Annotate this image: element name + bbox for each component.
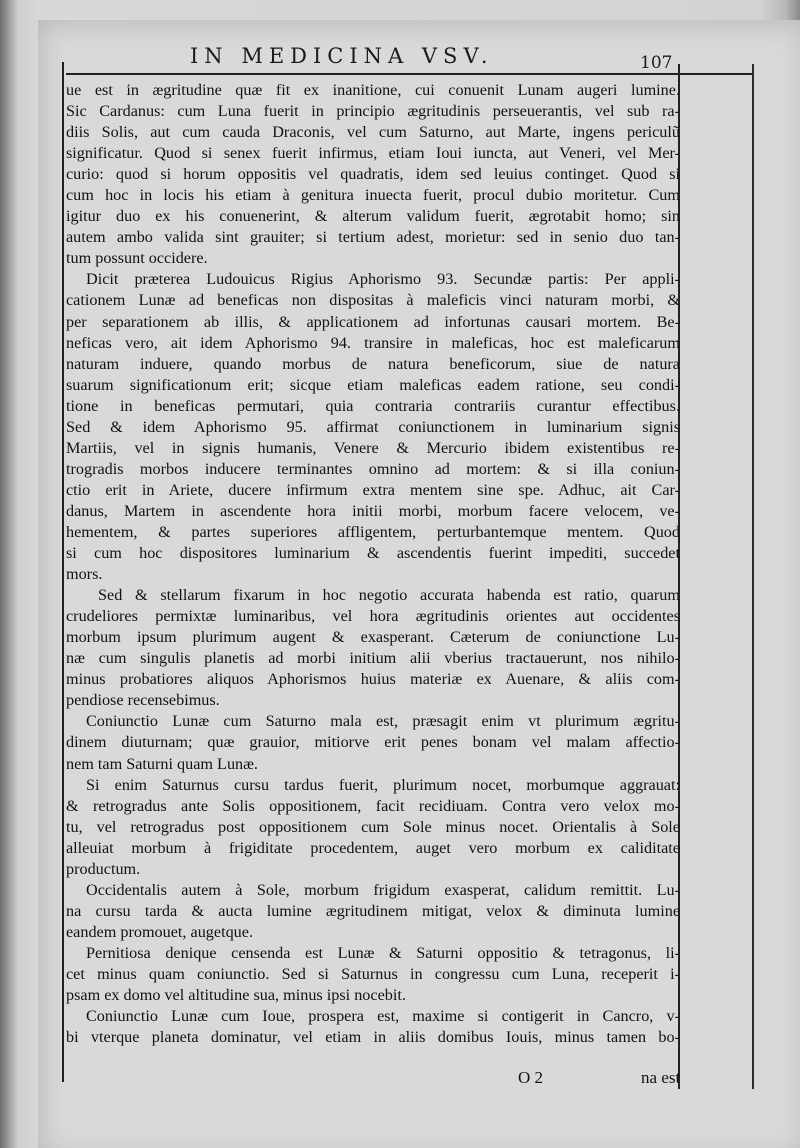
text-line: Occidentalis autem à Sole, morbum frigidum exasperat, calidum remittit. Lu- [86,880,680,899]
text-line: si cum hoc dispositores luminarium & ascendentis fuerint impediti, succedet [66,544,680,563]
text-line: næ cum singulis planetis ad morbi initium alii vberius tractauerunt, nos nihilo- [66,649,680,668]
text-line: psam ex domo vel altitudine sua, minus ipsi nocebit. [66,986,406,1005]
text-line: crudeliores permixtæ luminaribus, vel hora ægritudinis orientes aut occidentes [66,607,680,626]
text-line: mors. [66,565,103,584]
text-line: significatur. Quod si senex fuerit infirmus, etiam Ioui iuncta, aut Veneri, vel Mer- [66,144,680,163]
text-line: hementem, & partes superiores affligentem, perturbantemque mentem. Quod [66,522,680,541]
text-line: igitur duo ex his conuenerint, & alterum validum fuerit, ægrotabit homo; sin [66,207,680,226]
text-line: naturam induere, quando morbus de natura beneficorum, siue de natura [66,354,680,373]
text-line: ue est in ægritudine quæ fit ex inanitione, cui conuenit Lunam augeri lumine. [66,81,680,99]
text-line: Martiis, vel in signis humanis, Venere & Mercurio ibidem existentibus re- [66,438,680,457]
text-line: Sed & idem Aphorismo 95. affirmat coniunctionem in luminarium signis [66,417,680,436]
text-line: bi vterque planeta dominatur, vel etiam in aliis domibus Iouis, minus tamen bo- [66,1028,680,1047]
text-line: tu, vel retrogradus post oppositionem cum Sole minus nocet. Orientalis à Sole [66,817,680,836]
text-line: morbum ipsum plurimum augent & exasperant. Cæterum de coniunctione Lu- [66,628,680,647]
running-head: IN MEDICINA VSV. [190,44,494,68]
text-line: cationem Lunæ ad beneficas non dispositas à maleficis vinci naturam morbi, & [66,291,680,310]
text-line: minus probatiores aliquos Aphorismos huius materiæ ex Auenare, & aliis com- [66,670,680,689]
text-line: Sed & stellarum fixarum in hoc negotio accurata habenda est ratio, quarum [98,586,680,605]
text-line: autem ambo valida sint grauiter; si tertium adest, morietur: sed in senio duo tan- [66,228,680,247]
text-line: nem tam Saturni quam Lunæ. [66,754,258,773]
text-line: trogradis morbos inducere terminantes omnino ad mortem: & si illa coniun- [66,459,680,478]
body-text [66,80,680,1048]
text-line: cum hoc in locis his etiam à genitura inuecta fuerit, procul dubio moritetur. Cum [66,186,680,205]
text-line: eandem promouet, augetque. [66,922,253,941]
text-line: Pernitiosa denique censenda est Lunæ & Saturni oppositio & tetragonus, li- [86,943,680,962]
text-line: Si enim Saturnus cursu tardus fuerit, plurimum nocet, morbumque aggrauat: [86,775,680,794]
text-line: pendiose recensebimus. [66,691,220,710]
text-line: cet minus quam coniunctio. Sed si Saturnus in congressu cum Luna, receperit i- [66,964,680,983]
text-line: per separationem ab illis, & applicationem ad infortunas causari mortem. Be- [66,312,680,331]
text-line: neficas vero, ait idem Aphorismo 94. transire in maleficas, hoc est maleficarum [66,333,680,352]
text-line: tum possunt occidere. [66,249,208,268]
text-line: danus, Martem in ascendente hora initii morbi, morbum facere velocem, ve- [66,501,680,520]
text-line: productum. [66,859,141,878]
text-line: suarum significationum erit; sicque etiam maleficas eadem ratione, seu condi- [66,375,680,394]
text-line: Coniunctio Lunæ cum Ioue, prospera est, maxime si contigerit in Cancro, v- [86,1007,680,1026]
text-line: alleuiat morbum à frigiditate procedentem, auget vero morbum ex caliditate [66,838,680,857]
text-line: curio: quod si horum oppositis vel quadratis, idem sed leuius continget. Quod si [66,165,680,184]
text-line: dinem diuturnam; quæ grauior, mitiorve erit penes bonam vel malam affectio- [66,733,680,752]
text-line: Sic Cardanus: cum Luna fuerit in principio ægritudinis perseuerantis, vel sub ra- [66,102,680,121]
text-line: ctio erit in Ariete, ducere infirmum extra mentem sine spe. Adhuc, ait Car- [66,480,680,499]
text-line: tione in beneficas permutari, quia contraria contrariis curantur effectibus. [66,396,680,415]
text-line: Dicit præterea Ludouicus Rigius Aphorismo 93. Secundæ partis: Per appli- [86,270,680,289]
catchword: na est [641,1068,681,1087]
text-line: Coniunctio Lunæ cum Saturno mala est, præsagit enim vt plurimum ægritu- [86,712,680,731]
text-line: & retrogradus ante Solis oppositionem, facit recidiuam. Contra vero velox mo- [66,796,680,815]
signature-mark: O 2 [518,1068,544,1087]
left-rule [62,62,64,1082]
margin-rule [752,64,754,1089]
page-number: 107 [640,53,673,73]
top-rule [66,73,754,75]
text-line: diis Solis, aut cum cauda Draconis, vel cum Saturno, aut Marte, ingens periculũ [66,123,680,142]
text-line: na cursu tarda & aucta lumine ægritudinem mitigat, velox & diminuta lumine [66,901,680,920]
